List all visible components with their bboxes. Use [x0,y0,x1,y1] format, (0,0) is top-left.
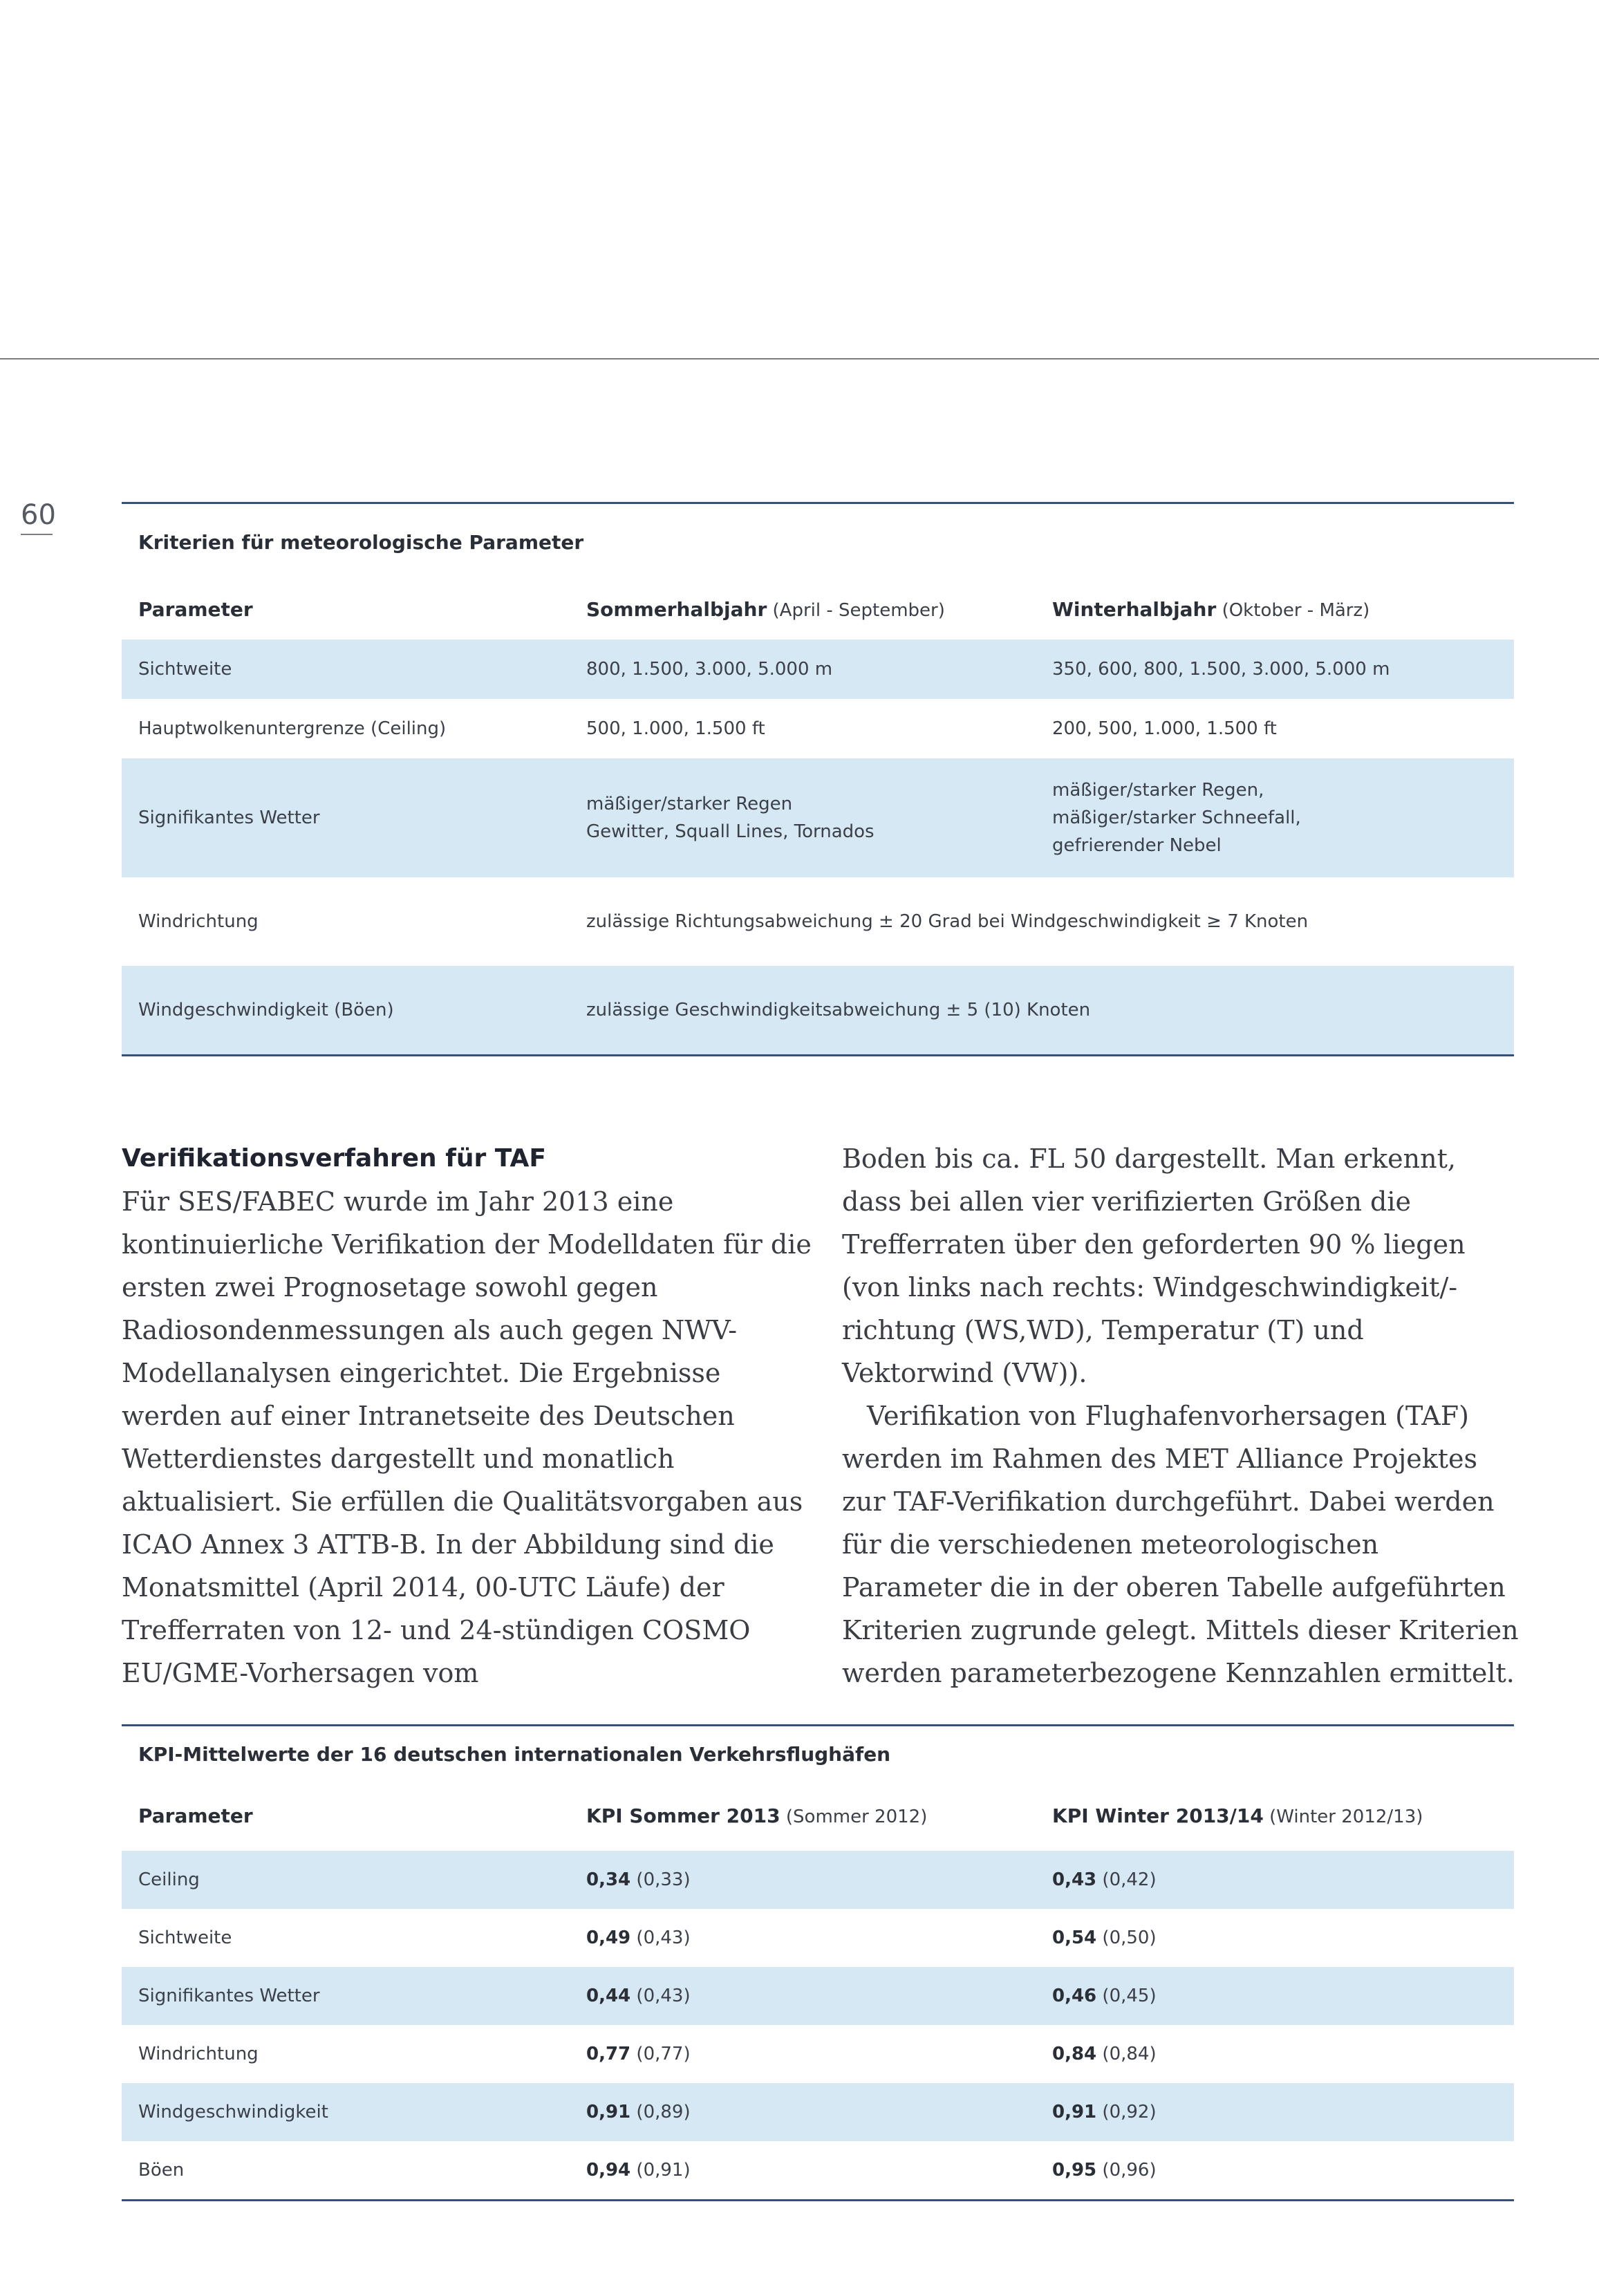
kpi-previous: (0,42) [1102,1869,1157,1890]
kpi-value: 0,91 [586,2101,631,2122]
table-row [122,699,1514,758]
header-parameter: Parameter [138,1804,253,1828]
row-kpi-winter [1036,2040,1514,2068]
article-left-column [122,1137,813,1695]
row-summer [570,790,1036,846]
row-parameter: Signifikantes Wetter [138,807,320,828]
kpi-table-title: KPI-Mittelwerte der 16 deutschen internationalen Verkehrsflughäfen [138,1742,891,1766]
row-summer: 800, 1.500, 3.000, 5.000 m [586,658,833,680]
kpi-value: 0,94 [586,2159,631,2181]
table-row [122,1851,1514,1909]
row-kpi-summer [570,1866,1036,1894]
kpi-value: 0,34 [586,1869,631,1890]
criteria-table-title: Kriterien für meteorologische Parameter [138,530,584,554]
article-paragraph: Verifikation von Flughafenvorhersagen (TAF) werden im Rahmen des MET Alliance Projektes zur TAF-Verifikation durchgeführt. Dabei werden für die verschiedenen meteorologischen Parameter die in der oberen Tabelle aufgeführten Kriterien zugrunde gelegt. Mittels dieser Kriterien werden parameterbezogene Kennzahlen ermittelt. [842,1401,1519,1688]
header-winter-note: (Oktober - März) [1222,600,1370,622]
row-parameter: Böen [138,2159,185,2181]
header-winter-label: Winterhalbjahr [1052,598,1217,622]
row-parameter: Ceiling [138,1869,200,1890]
row-kpi-winter [1036,1866,1514,1894]
table-row [122,640,1514,699]
row-parameter: Sichtweite [138,1927,232,1948]
header-summer [570,595,1036,624]
row-winter-line: gefrierender Nebel [1052,835,1222,857]
row-winter-line: mäßiger/starker Schneefall, [1052,807,1301,828]
kpi-value: 0,95 [1052,2159,1097,2181]
page-number: 60 [21,499,53,535]
article-right-column [842,1137,1519,1695]
header-kpi-summer-label: KPI Sommer 2013 [586,1804,780,1828]
header-winter [1036,595,1514,624]
row-parameter: Hauptwolkenuntergrenze (Ceiling) [138,718,447,739]
criteria-table [122,502,1514,1056]
kpi-value: 0,43 [1052,1869,1097,1890]
kpi-previous: (0,96) [1102,2159,1157,2181]
article-paragraph: Für SES/FABEC wurde im Jahr 2013 eine kontinuierliche Verifikation der Modelldaten für die ersten zwei Prognosetage sowohl gegen Radiosondenmessungen als auch gegen NWV-Modellanalysen eingerichtet. Die Ergebnisse werden auf einer Intranetseite des Deutschen Wetterdienstes dargestellt und monatlich aktualisiert. Sie erfüllen die Qualitätsvorgaben aus ICAO Annex 3 ATTB-B. In der Abbildung sind die Monatsmittel (April 2014, 00-UTC Läufe) der Trefferraten von 12- und 24-stündigen COSMO EU/GME-Vorhersagen vom [122,1186,812,1688]
row-parameter: Signifikantes Wetter [138,1985,320,2006]
row-criterion: zulässige Geschwindigkeitsabweichung ± 5 (10) Knoten [586,999,1091,1020]
kpi-table-header [122,1782,1514,1851]
kpi-previous: (0,50) [1102,1927,1157,1948]
header-summer-label: Sommerhalbjahr [586,598,767,622]
article-heading: Verifikationsverfahren für TAF [122,1144,547,1173]
table-row [122,2083,1514,2141]
row-winter-line: mäßiger/starker Regen, [1052,779,1264,801]
kpi-value: 0,49 [586,1927,631,1948]
row-kpi-summer [570,1982,1036,2010]
kpi-value: 0,54 [1052,1927,1097,1948]
row-summer-line: mäßiger/starker Regen [586,793,793,814]
table-row [122,758,1514,877]
header-kpi-winter-note: (Winter 2012/13) [1269,1807,1423,1828]
row-kpi-winter [1036,1924,1514,1952]
kpi-previous: (0,84) [1102,2043,1157,2064]
kpi-previous: (0,43) [636,1927,691,1948]
row-kpi-winter [1036,2156,1514,2184]
kpi-previous: (0,92) [1102,2101,1157,2122]
header-parameter: Parameter [138,598,253,622]
row-winter [1036,776,1514,860]
header-summer-note: (April - September) [772,600,945,622]
row-kpi-summer [570,2040,1036,2068]
kpi-previous: (0,77) [636,2043,691,2064]
row-kpi-summer [570,2156,1036,2184]
kpi-value: 0,91 [1052,2101,1097,2122]
table-row [122,877,1514,966]
header-kpi-summer [570,1801,1036,1831]
kpi-value: 0,77 [586,2043,631,2064]
kpi-table [122,1724,1514,2201]
table-row [122,2025,1514,2083]
header-kpi-summer-note: (Sommer 2012) [785,1807,928,1828]
kpi-previous: (0,91) [636,2159,691,2181]
row-parameter: Windgeschwindigkeit [138,2101,328,2122]
table-row [122,966,1514,1054]
top-divider [0,358,1599,360]
row-kpi-summer [570,1924,1036,1952]
table-row [122,2141,1514,2199]
row-winter: 200, 500, 1.000, 1.500 ft [1052,718,1277,739]
row-kpi-winter [1036,2098,1514,2126]
row-summer: 500, 1.000, 1.500 ft [586,718,765,739]
row-summer-line: Gewitter, Squall Lines, Tornados [586,821,875,842]
table-row [122,1967,1514,2025]
kpi-value: 0,46 [1052,1985,1097,2006]
header-kpi-winter-label: KPI Winter 2013/14 [1052,1804,1264,1828]
kpi-value: 0,44 [586,1985,631,2006]
row-parameter: Sichtweite [138,658,232,680]
kpi-previous: (0,89) [636,2101,691,2122]
kpi-previous: (0,33) [636,1869,691,1890]
row-criterion: zulässige Richtungsabweichung ± 20 Grad bei Windgeschwindigkeit ≥ 7 Knoten [586,911,1309,932]
row-parameter: Windgeschwindigkeit (Böen) [138,999,394,1020]
header-kpi-winter [1036,1801,1514,1831]
row-parameter: Windrichtung [138,2043,259,2064]
kpi-previous: (0,45) [1102,1985,1157,2006]
kpi-previous: (0,43) [636,1985,691,2006]
row-kpi-winter [1036,1982,1514,2010]
kpi-value: 0,84 [1052,2043,1097,2064]
criteria-table-header [122,580,1514,640]
article-paragraph: Boden bis ca. FL 50 dargestellt. Man erkennt, dass bei allen vier verifizierten Größen die Trefferraten über den geforderten 90 % liegen (von links nach rechts: Windgeschwindigkeit/-richtung (WS,WD), Temperatur (T) und Vektorwind (VW)). [842,1144,1466,1388]
row-winter: 350, 600, 800, 1.500, 3.000, 5.000 m [1052,658,1390,680]
row-kpi-summer [570,2098,1036,2126]
table-row [122,1909,1514,1967]
row-parameter: Windrichtung [138,911,259,932]
